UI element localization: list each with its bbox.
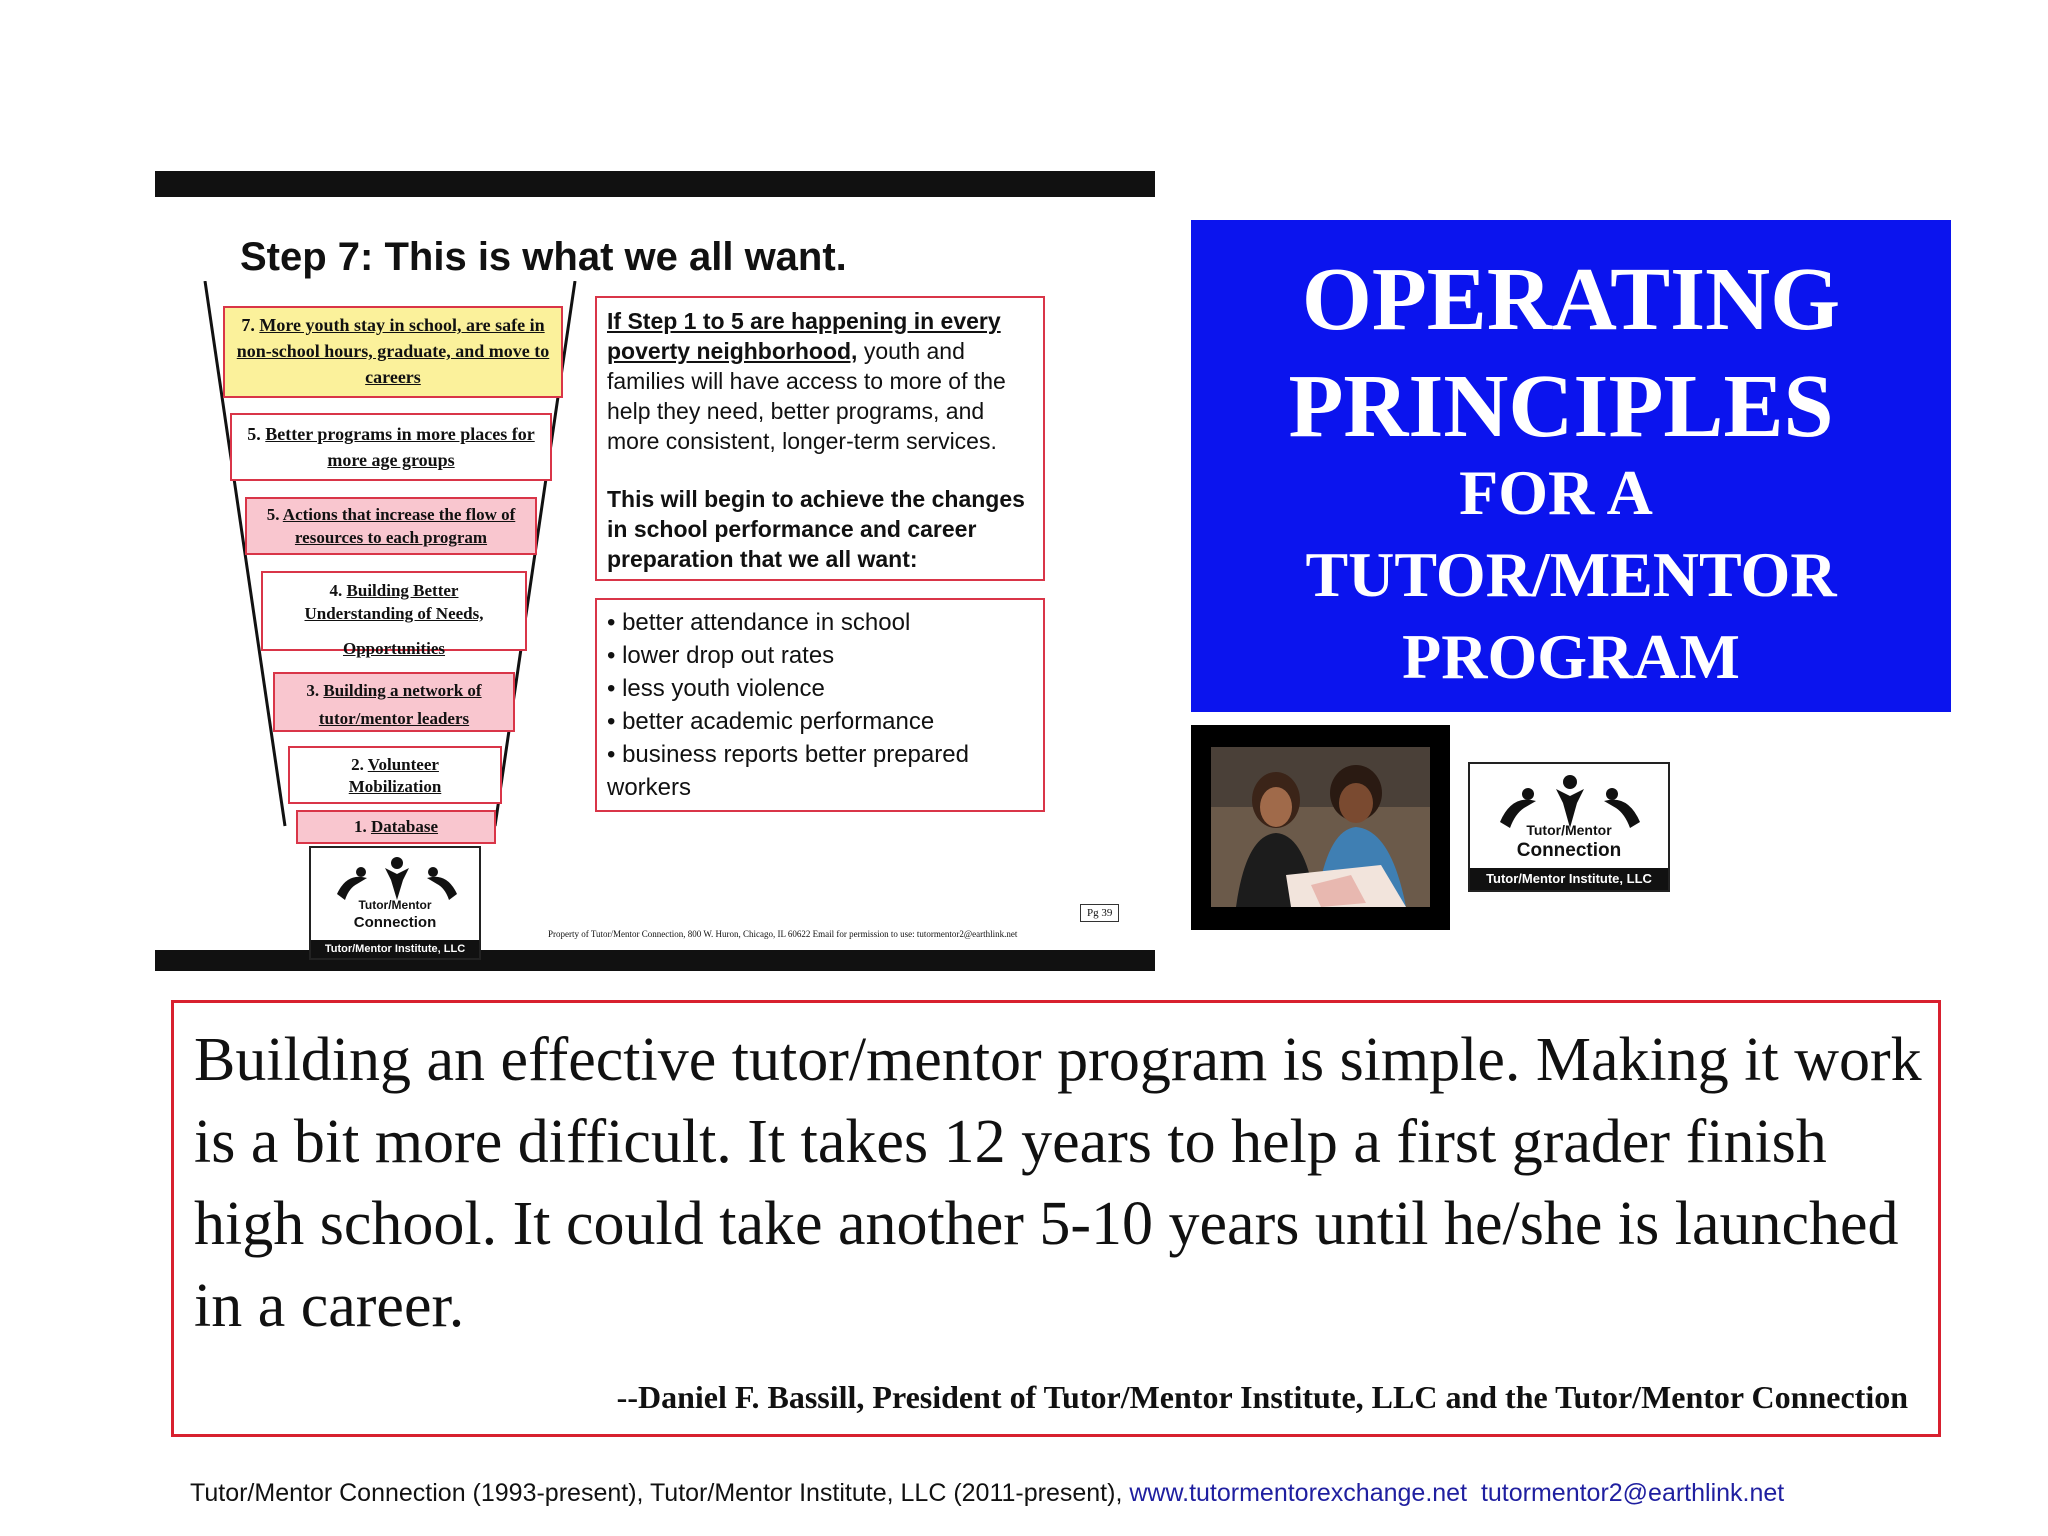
email-link[interactable]: tutormentor2@earthlink.net [1480, 1479, 1785, 1507]
quote-text: Building an effective tutor/mentor program is simple. Making it work is a bit more difficult. It takes 12 years to help a first grader finish high school. It could take another 5-10 years until he/she is launched in a career. [194, 1026, 1922, 1340]
slide-title: Step 7: This is what we all want. [240, 235, 847, 279]
tutoring-photo-image [1191, 725, 1450, 930]
step-7-box: 7. More youth stay in school, are safe in non-school hours, graduate, and move to careers [223, 306, 563, 398]
outcome-bullet: • business reports better prepared workers [607, 741, 969, 801]
slide-footer: Property of Tutor/Mentor Connection, 800 W. Huron, Chicago, IL 60622 Email for permission to use: tutormentor2@earthlink.net [548, 929, 1018, 939]
outcome-bullet: • less youth violence [607, 675, 825, 702]
step-2-box: 2. Volunteer Mobilization [288, 746, 502, 804]
explanation-box: If Step 1 to 5 are happening in every poverty neighborhood, youth and families will have access to more of the help they need, better programs, and more consistent, longer-term services. This will begin to achieve the changes in school performance and career preparation that we all want: [595, 296, 1045, 581]
footer-text: Tutor/Mentor Connection (1993-present), Tutor/Mentor Institute, LLC (2011-present), [190, 1479, 1130, 1507]
step-1-box: 1. Database [296, 810, 496, 844]
page-footer [190, 1479, 1784, 1508]
step-4-box: 4. Building Better Understanding of Needs, Opportunities [261, 571, 527, 651]
step-5b-box: 5. Actions that increase the flow of resources to each program [245, 497, 537, 555]
step-3-box: 3. Building a network of tutor/mentor leaders [273, 672, 515, 732]
slide-top-bar [155, 171, 1155, 197]
slide-bottom-bar [155, 950, 1155, 971]
slide-logo: Tutor/Mentor Connection Tutor/Mentor Institute, LLC [309, 846, 481, 960]
page-label: Pg 39 [1080, 904, 1119, 922]
website-link[interactable]: www.tutormentorexchange.net [1129, 1479, 1468, 1507]
outcome-bullet: • better attendance in school [607, 609, 911, 636]
figures-logo-icon [327, 854, 467, 904]
quote-attribution: --Daniel F. Bassill, President of Tutor/Mentor Institute, LLC and the Tutor/Mentor Connection [616, 1379, 1908, 1415]
outcomes-box [595, 598, 1045, 812]
tutor-mentor-logo: Tutor/Mentor Connection Tutor/Mentor Institute, LLC [1468, 762, 1670, 892]
operating-principles-title: OPERATING PRINCIPLES FOR A TUTOR/MENTOR PROGRAM [1191, 220, 1951, 712]
embedded-slide [155, 171, 1155, 971]
step-5a-box: 5. Better programs in more places for more age groups [230, 413, 552, 481]
outcome-bullet: • lower drop out rates [607, 642, 835, 669]
quote-box [171, 1000, 1941, 1437]
tutoring-photo [1191, 725, 1450, 930]
outcome-bullet: • better academic performance [607, 708, 935, 735]
